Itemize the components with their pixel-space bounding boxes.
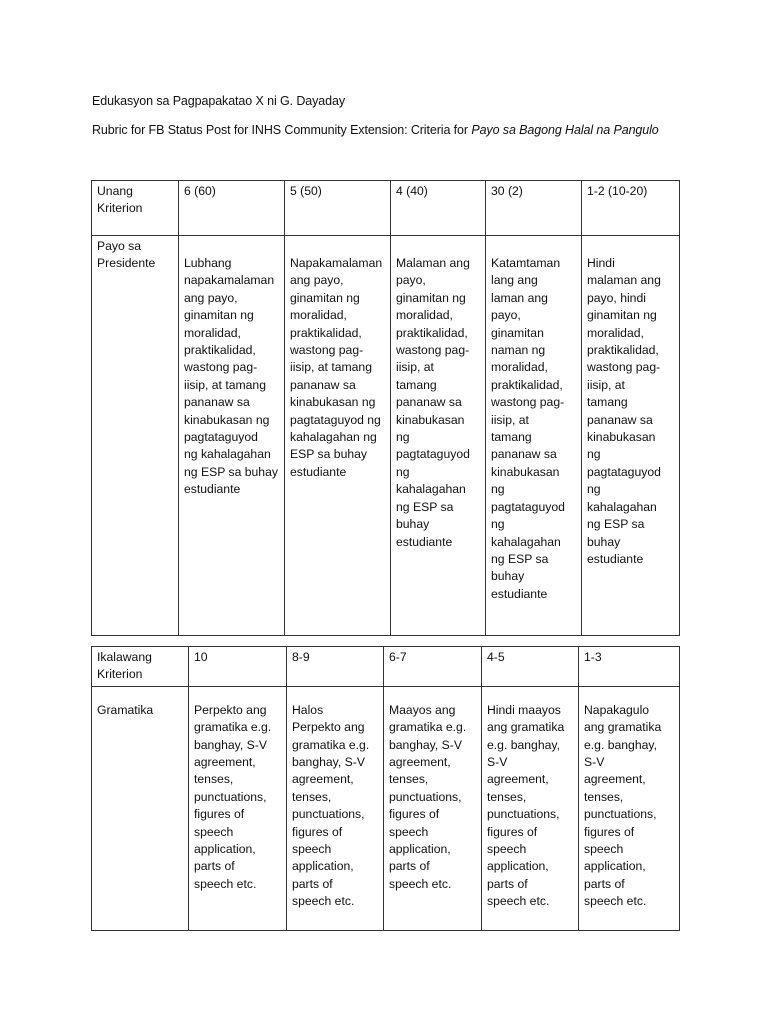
header-cell-score: 1-2 (10-20) [582,181,680,236]
descriptor-cell: Lubhang napakamalaman ang payo, ginamitan ng moralidad, praktikalidad, wastong pag- iisip, at tamang pananaw sa kinabukasan ng pagtataguyod ng kahalagahan ng ESP sa buhay estudiante [179,236,285,636]
descriptor-cell: Malaman ang payo, ginamitan ng moralidad, praktikalidad, wastong pag- iisip, at tamang pananaw sa kinabukasan ng pagtataguyod ng kahalagahan ng ESP sa buhay estudiante [391,236,486,636]
header-cell-score: 4 (40) [391,181,486,236]
table-header-row [92,181,680,236]
table-row [92,236,680,636]
descriptor-cell: Napakamalaman ang payo, ginamitan ng moralidad, praktikalidad, wastong pag- iisip, at tamang pananaw sa kinabukasan ng pagtataguyod ng kahalagahan ng ESP sa buhay estudiante [285,236,391,636]
rubric-title-topic: Payo sa Bagong Halal na Pangulo [471,123,659,137]
descriptor-cell: Halos Perpekto ang gramatika e.g. banghay, S-V agreement, tenses, punctuations, figures of speech application, parts of speech etc. [287,686,384,930]
descriptor-cell: Katamtaman lang ang laman ang payo, ginamitan naman ng moralidad, praktikalidad, wastong pag- iisip, at tamang pananaw sa kinabukasan ng pagtataguyod ng kahalagahan ng ESP sa buhay estudiante [486,236,582,636]
rubric-title-text: Rubric for FB Status Post for INHS Community Extension: Criteria for [92,123,472,137]
header-cell-criterion: Unang Kriterion [92,181,179,236]
rubric-title [92,123,659,137]
criterion-name-cell: Payo sa Presidente [92,236,179,636]
header-cell-score: 6 (60) [179,181,285,236]
descriptor-cell: Hindi maayos ang gramatika e.g. banghay, S-V agreement, tenses, punctuations, figures of speech application, parts of speech etc. [482,686,579,930]
header-cell-score: 1-3 [579,647,680,687]
criterion-name-cell: Gramatika [92,686,189,930]
header-cell-score: 4-5 [482,647,579,687]
header-cell-score: 30 (2) [486,181,582,236]
descriptor-cell: Hindi malaman ang payo, hindi ginamitan ng moralidad, praktikalidad, wastong pag- iisip, at tamang pananaw sa kinabukasan ng pagtataguyod ng kahalagahan ng ESP sa buhay estudiante [582,236,680,636]
header-cell-score: 10 [189,647,287,687]
rubric-table-first-criterion [91,180,680,636]
descriptor-cell: Napakagulo ang gramatika e.g. banghay, S-V agreement, tenses, punctuations, figures of speech application, parts of speech etc. [579,686,680,930]
rubric-table-second-criterion [91,646,680,931]
table-row [92,686,680,930]
header-cell-criterion: Ikalawang Kriterion [92,647,189,687]
descriptor-cell: Perpekto ang gramatika e.g. banghay, S-V agreement, tenses, punctuations, figures of speech application, parts of speech etc. [189,686,287,930]
header-cell-score: 5 (50) [285,181,391,236]
document-heading: Edukasyon sa Pagpapakatao X ni G. Dayaday [92,94,346,108]
header-cell-score: 8-9 [287,647,384,687]
descriptor-cell: Maayos ang gramatika e.g. banghay, S-V agreement, tenses, punctuations, figures of speech application, parts of speech etc. [384,686,482,930]
table-header-row [92,647,680,687]
header-cell-score: 6-7 [384,647,482,687]
